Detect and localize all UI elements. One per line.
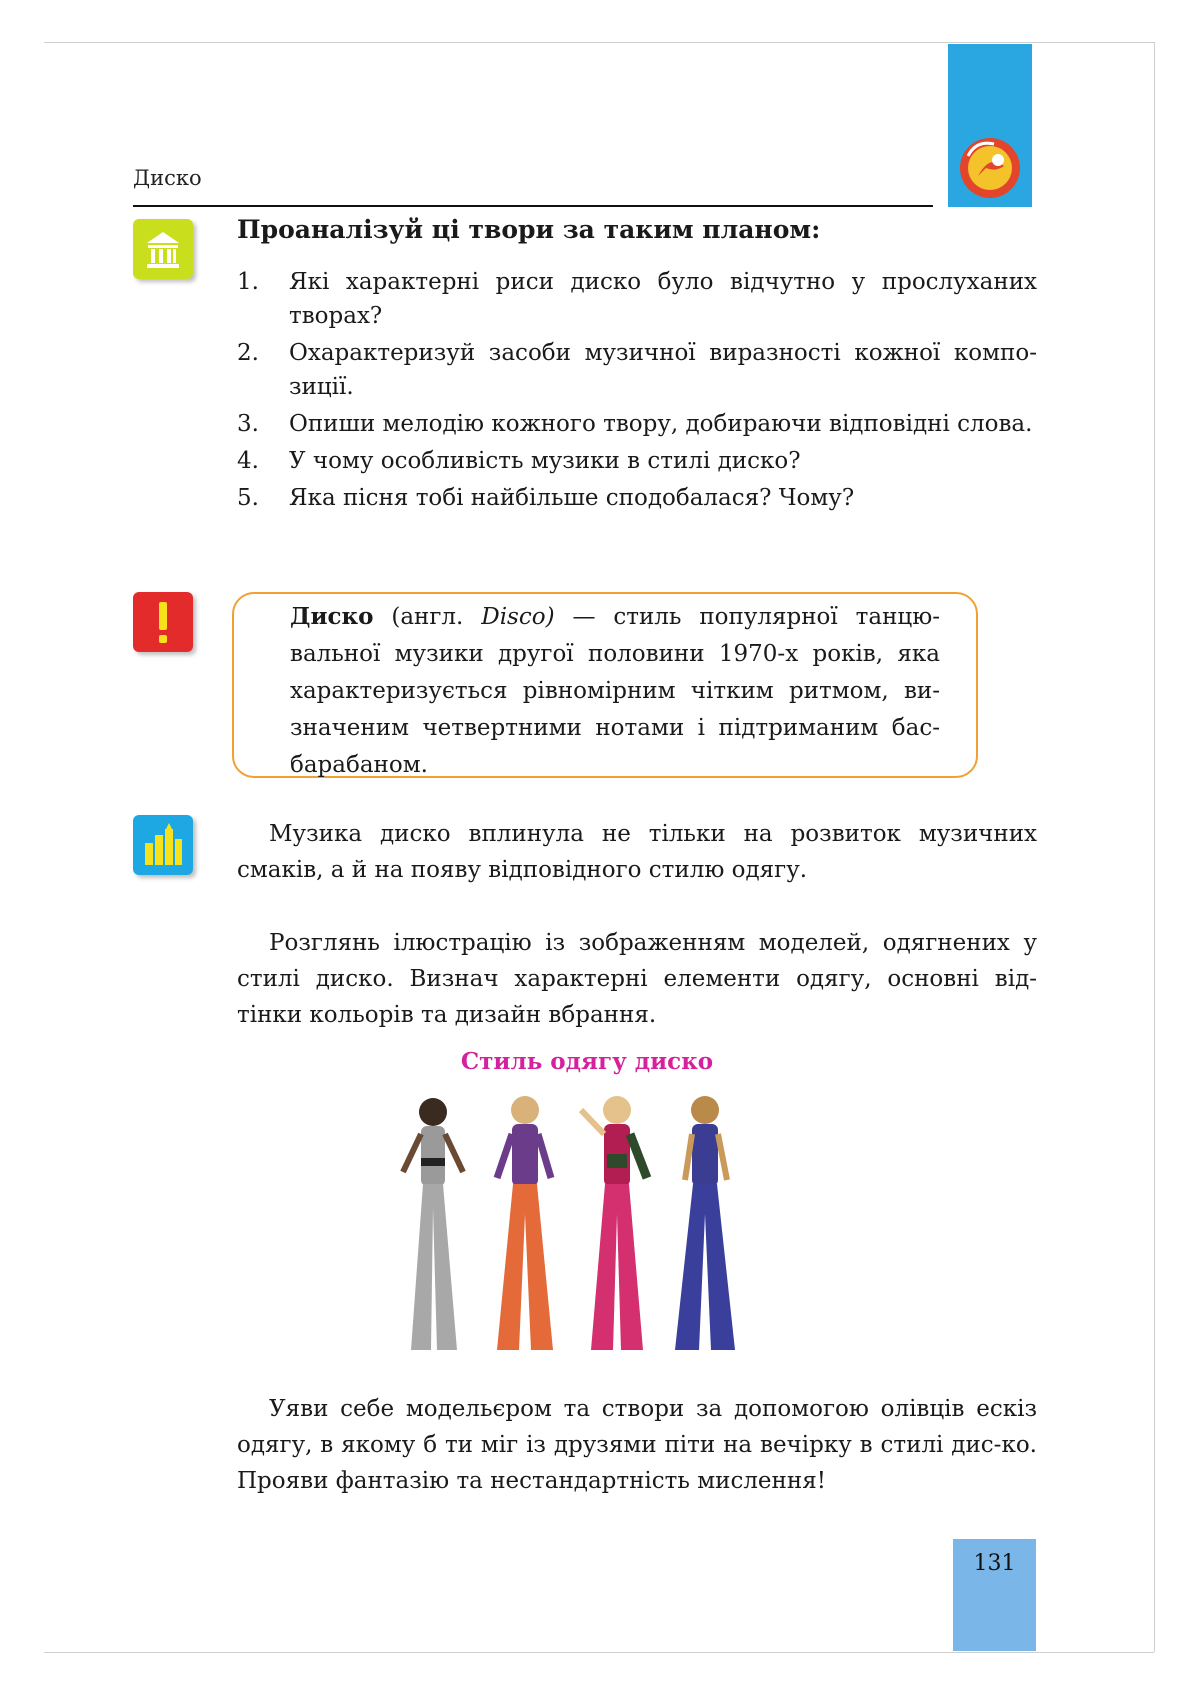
figure-caption: Стиль одягу диско <box>460 1048 714 1075</box>
list-item-text: Опиши мелодію кожного твору, добираючи відповідні слова. <box>289 411 1033 437</box>
model-purple-orange <box>497 1096 553 1350</box>
list-item <box>237 481 1037 515</box>
definition-lang-close: ) <box>545 604 555 630</box>
model-pink <box>581 1096 647 1350</box>
definition-lang-word: Disco <box>481 604 546 630</box>
definition-text <box>290 598 940 784</box>
list-item-number: 1. <box>237 269 259 295</box>
definition-term: Диско <box>290 603 374 630</box>
list-item <box>237 407 1037 441</box>
disco-fashion-figure <box>385 1088 765 1358</box>
museum-icon <box>133 219 193 279</box>
list-item-text: Які характерні риси диско було відчутно у прослуханих творах? <box>289 269 1037 329</box>
task-title: Проаналізуй ці твори за таким планом: <box>237 215 821 244</box>
list-item-text: Охарактеризуй засоби музичної виразності кожної компо-зиції. <box>289 340 1037 400</box>
list-item <box>237 336 1037 404</box>
list-item-number: 4. <box>237 448 259 474</box>
list-item-number: 2. <box>237 340 259 366</box>
list-item-text: У чому особливість музики в стилі диско? <box>289 448 801 474</box>
list-item-text: Яка пісня тобі найбільше сподобалася? Чому? <box>289 485 855 511</box>
definition-body: — стиль популярної танцю-вальної музики другої половини 1970-х років, яка характеризується рівномірним чітким ритмом, ви-значеним четвертними нотами і підтриманим бас-барабаном. <box>290 604 940 778</box>
paragraph-music-influence: Музика диско вплинула не тільки на розвиток музичних смаків, а й на появу відповідного стилю одягу. <box>237 821 1037 883</box>
list-item <box>237 265 1037 333</box>
section-header: Диско <box>133 166 202 190</box>
attention-icon <box>133 592 193 652</box>
paragraph-design-task: Уяви себе модельєром та створи за допомогою олівців ескіз одягу, в якому б ти міг із друзями піти на вечірку в стилі дис-ко. Прояви фантазію та нестандартність мислення! <box>237 1396 1037 1494</box>
list-item-number: 3. <box>237 411 259 437</box>
header-rule <box>133 205 933 207</box>
paragraph-illustration-task: Розглянь ілюстрацію із зображенням моделей, одягнених у стилі диско. Визнач характерні елементи одягу, основні від-тінки кольорів та дизайн вбрання. <box>237 930 1037 1028</box>
list-item-number: 5. <box>237 485 259 511</box>
city-icon <box>133 815 193 875</box>
list-item <box>237 444 1037 478</box>
top-frame-line <box>44 42 1154 43</box>
corner-tab <box>948 44 1032 207</box>
right-frame-line <box>1154 42 1155 1652</box>
page-number-box <box>953 1539 1036 1651</box>
music-emblem-icon <box>948 128 1032 208</box>
page-number: 131 <box>973 1551 1016 1576</box>
model-silver <box>403 1098 463 1350</box>
bottom-frame-line <box>44 1652 1154 1653</box>
task-list <box>237 265 1037 518</box>
definition-lang-open: (англ. <box>373 604 482 630</box>
model-blue <box>675 1096 735 1350</box>
